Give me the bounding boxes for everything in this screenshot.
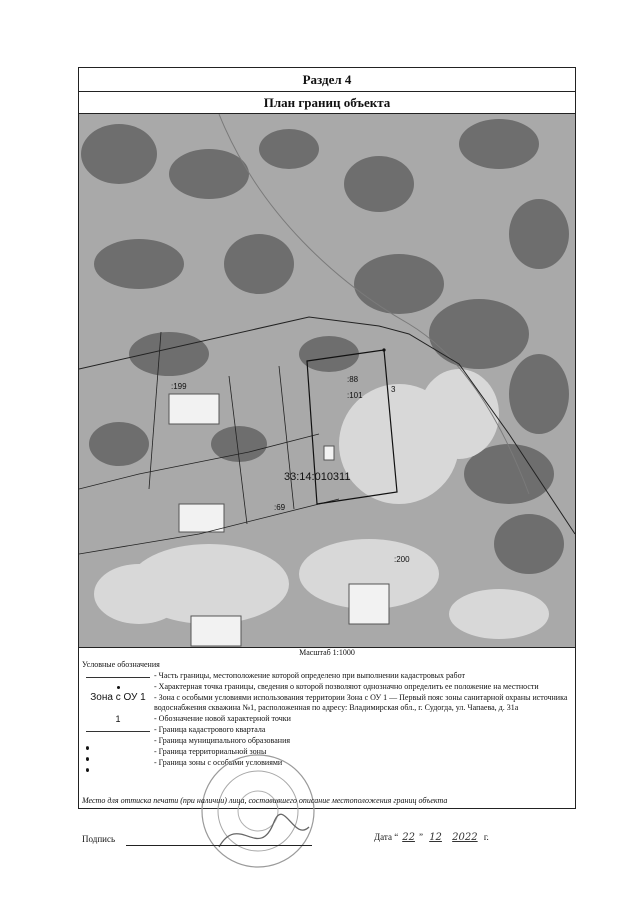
date-year: 2022 bbox=[452, 832, 478, 843]
signature-row bbox=[82, 830, 572, 850]
point-dot-symbol bbox=[82, 682, 154, 692]
legend-item bbox=[82, 725, 572, 735]
zone-line-symbol bbox=[82, 758, 154, 768]
quarter-line-symbol bbox=[82, 725, 154, 735]
lot-label-199: :199 bbox=[171, 382, 187, 391]
page-title: План границ объекта bbox=[79, 92, 575, 114]
legend-text: - Зона с особыми условиями использования территории Зона с ОУ 1 — Первый пояс зоны санитарной охраны источника водоснабжения скважина №1, расположенная по адресу: Владимирская обл., г. Судогда, ул. Чапаева, д. 31а bbox=[154, 693, 568, 712]
territorial-line-symbol bbox=[82, 747, 154, 757]
legend-text: - Граница территориальной зоны bbox=[154, 747, 267, 756]
point-3-marker bbox=[382, 348, 385, 351]
lot-label-69: :69 bbox=[274, 503, 286, 512]
document-frame bbox=[78, 67, 576, 844]
point-label-3: 3 bbox=[391, 385, 396, 394]
section-heading: Раздел 4 bbox=[79, 68, 575, 92]
legend-item bbox=[82, 758, 572, 768]
legend-item bbox=[82, 671, 572, 681]
stamp-footnote: Место для оттиска печати (при наличии) лица, составившего описание местоположения границ объекта bbox=[82, 796, 448, 805]
legend-text: - Граница зоны с особыми условиями bbox=[154, 758, 283, 767]
legend-title: Условные обозначения bbox=[82, 660, 160, 669]
date-month: 12 bbox=[429, 832, 442, 843]
legend-text: - Граница кадастрового квартала bbox=[154, 725, 266, 734]
legend-text: - Граница муниципального образования bbox=[154, 736, 291, 745]
legend-item bbox=[82, 747, 572, 757]
legend-text: - Характерная точка границы, сведения о которой позволяют однозначно определить ее положение на местности bbox=[154, 682, 539, 691]
lot-label-101: :101 bbox=[347, 391, 363, 400]
legend-text: - Обозначение новой характерной точки bbox=[154, 714, 291, 723]
lot-label-88: :88 bbox=[347, 375, 359, 384]
date-day: 22 bbox=[402, 832, 415, 843]
zone-symbol: Зона с ОУ 1 bbox=[90, 692, 146, 703]
boundary-map bbox=[79, 114, 575, 648]
lot-label-200: :200 bbox=[394, 555, 410, 564]
legend-item bbox=[82, 714, 572, 724]
legend-item bbox=[82, 736, 572, 746]
map-canvas bbox=[79, 114, 575, 647]
signature-label: Подпись bbox=[82, 834, 116, 844]
date-year-suffix: г. bbox=[483, 832, 489, 842]
map-scale: Масштаб 1:1000 bbox=[299, 648, 355, 657]
date-label: Дата bbox=[374, 832, 392, 842]
stamp-seal bbox=[199, 752, 317, 870]
legend-item bbox=[82, 693, 572, 713]
legend-item bbox=[82, 682, 572, 692]
parcel-label-main: 33:14:010311 bbox=[284, 471, 351, 483]
signature-line bbox=[126, 845, 312, 846]
date-field: Дата “ 22 ” 12 2022 г. bbox=[374, 832, 489, 843]
legend-text: - Часть границы, местоположение которой определено при выполнении кадастровых работ bbox=[154, 671, 465, 680]
new-point-symbol: 1 bbox=[115, 714, 121, 724]
solid-line-symbol bbox=[82, 671, 154, 681]
legend bbox=[82, 660, 572, 769]
municipal-line-symbol bbox=[82, 736, 154, 746]
